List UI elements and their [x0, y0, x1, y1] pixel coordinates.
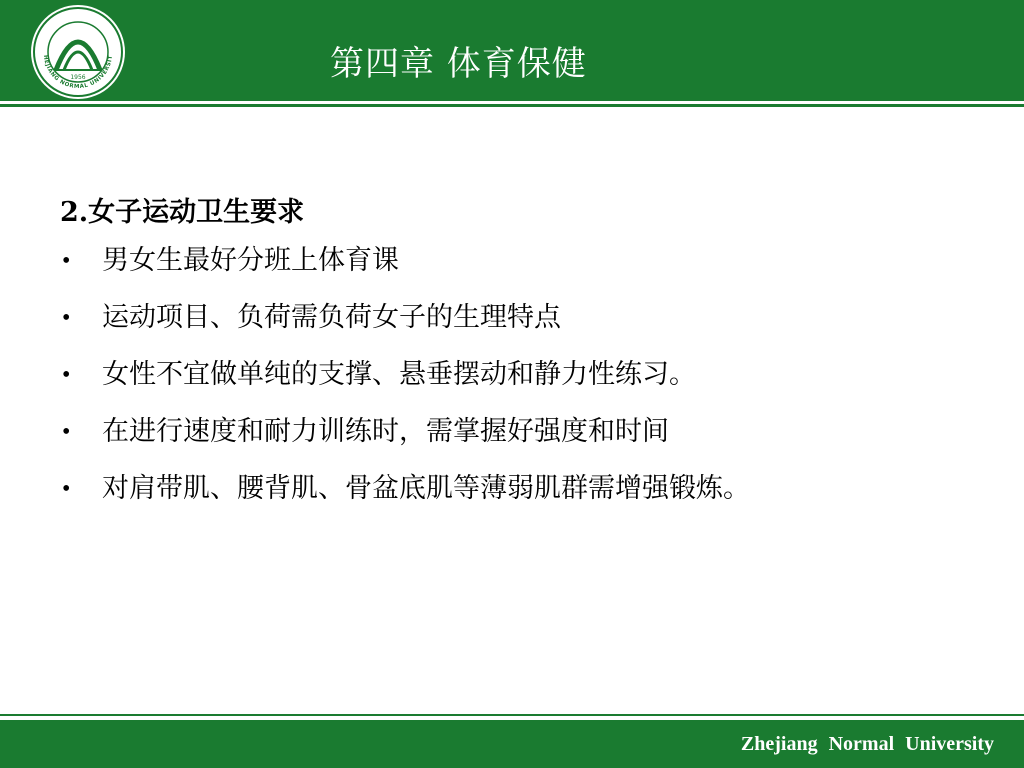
- list-item: [60, 412, 960, 469]
- list-item: [60, 469, 960, 526]
- bullet-text: 女性不宜做单纯的支撑、悬垂摆动和静力性练习。: [102, 359, 696, 390]
- list-item: [60, 298, 960, 355]
- university-seal-icon: [30, 4, 126, 100]
- bullet-text: 男女生最好分班上体育课: [102, 245, 399, 276]
- bullet-dot-icon: •: [62, 305, 71, 331]
- list-item: [60, 355, 960, 412]
- page-title: 第四章 体育保健: [330, 44, 587, 84]
- bullet-dot-icon: •: [62, 248, 71, 274]
- bullet-list: [60, 241, 960, 526]
- footer-university-name: Zhejiang Normal University: [740, 733, 994, 755]
- bullet-dot-icon: •: [62, 476, 71, 502]
- logo-year: 1956: [70, 74, 86, 81]
- bullet-dot-icon: •: [62, 419, 71, 445]
- header-bar: [0, 0, 1024, 101]
- bullet-text: 对肩带肌、腰背肌、骨盆底肌等薄弱肌群需增强锻炼。: [102, 473, 750, 504]
- bullet-text: 在进行速度和耐力训练时，需掌握好强度和时间: [102, 416, 669, 447]
- bullet-text: 运动项目、负荷需负荷女子的生理特点: [102, 302, 561, 333]
- bullet-dot-icon: •: [62, 362, 71, 388]
- list-item: [60, 241, 960, 298]
- logo-ring-text: HEJIANG NORMAL UNIVERSIT: [41, 54, 115, 91]
- footer-divider: [0, 714, 1024, 716]
- footer-bar: [0, 720, 1024, 768]
- header-divider: [0, 104, 1024, 107]
- section-subtitle: 2.女子运动卫生要求: [60, 197, 305, 228]
- slide-content: [60, 190, 960, 526]
